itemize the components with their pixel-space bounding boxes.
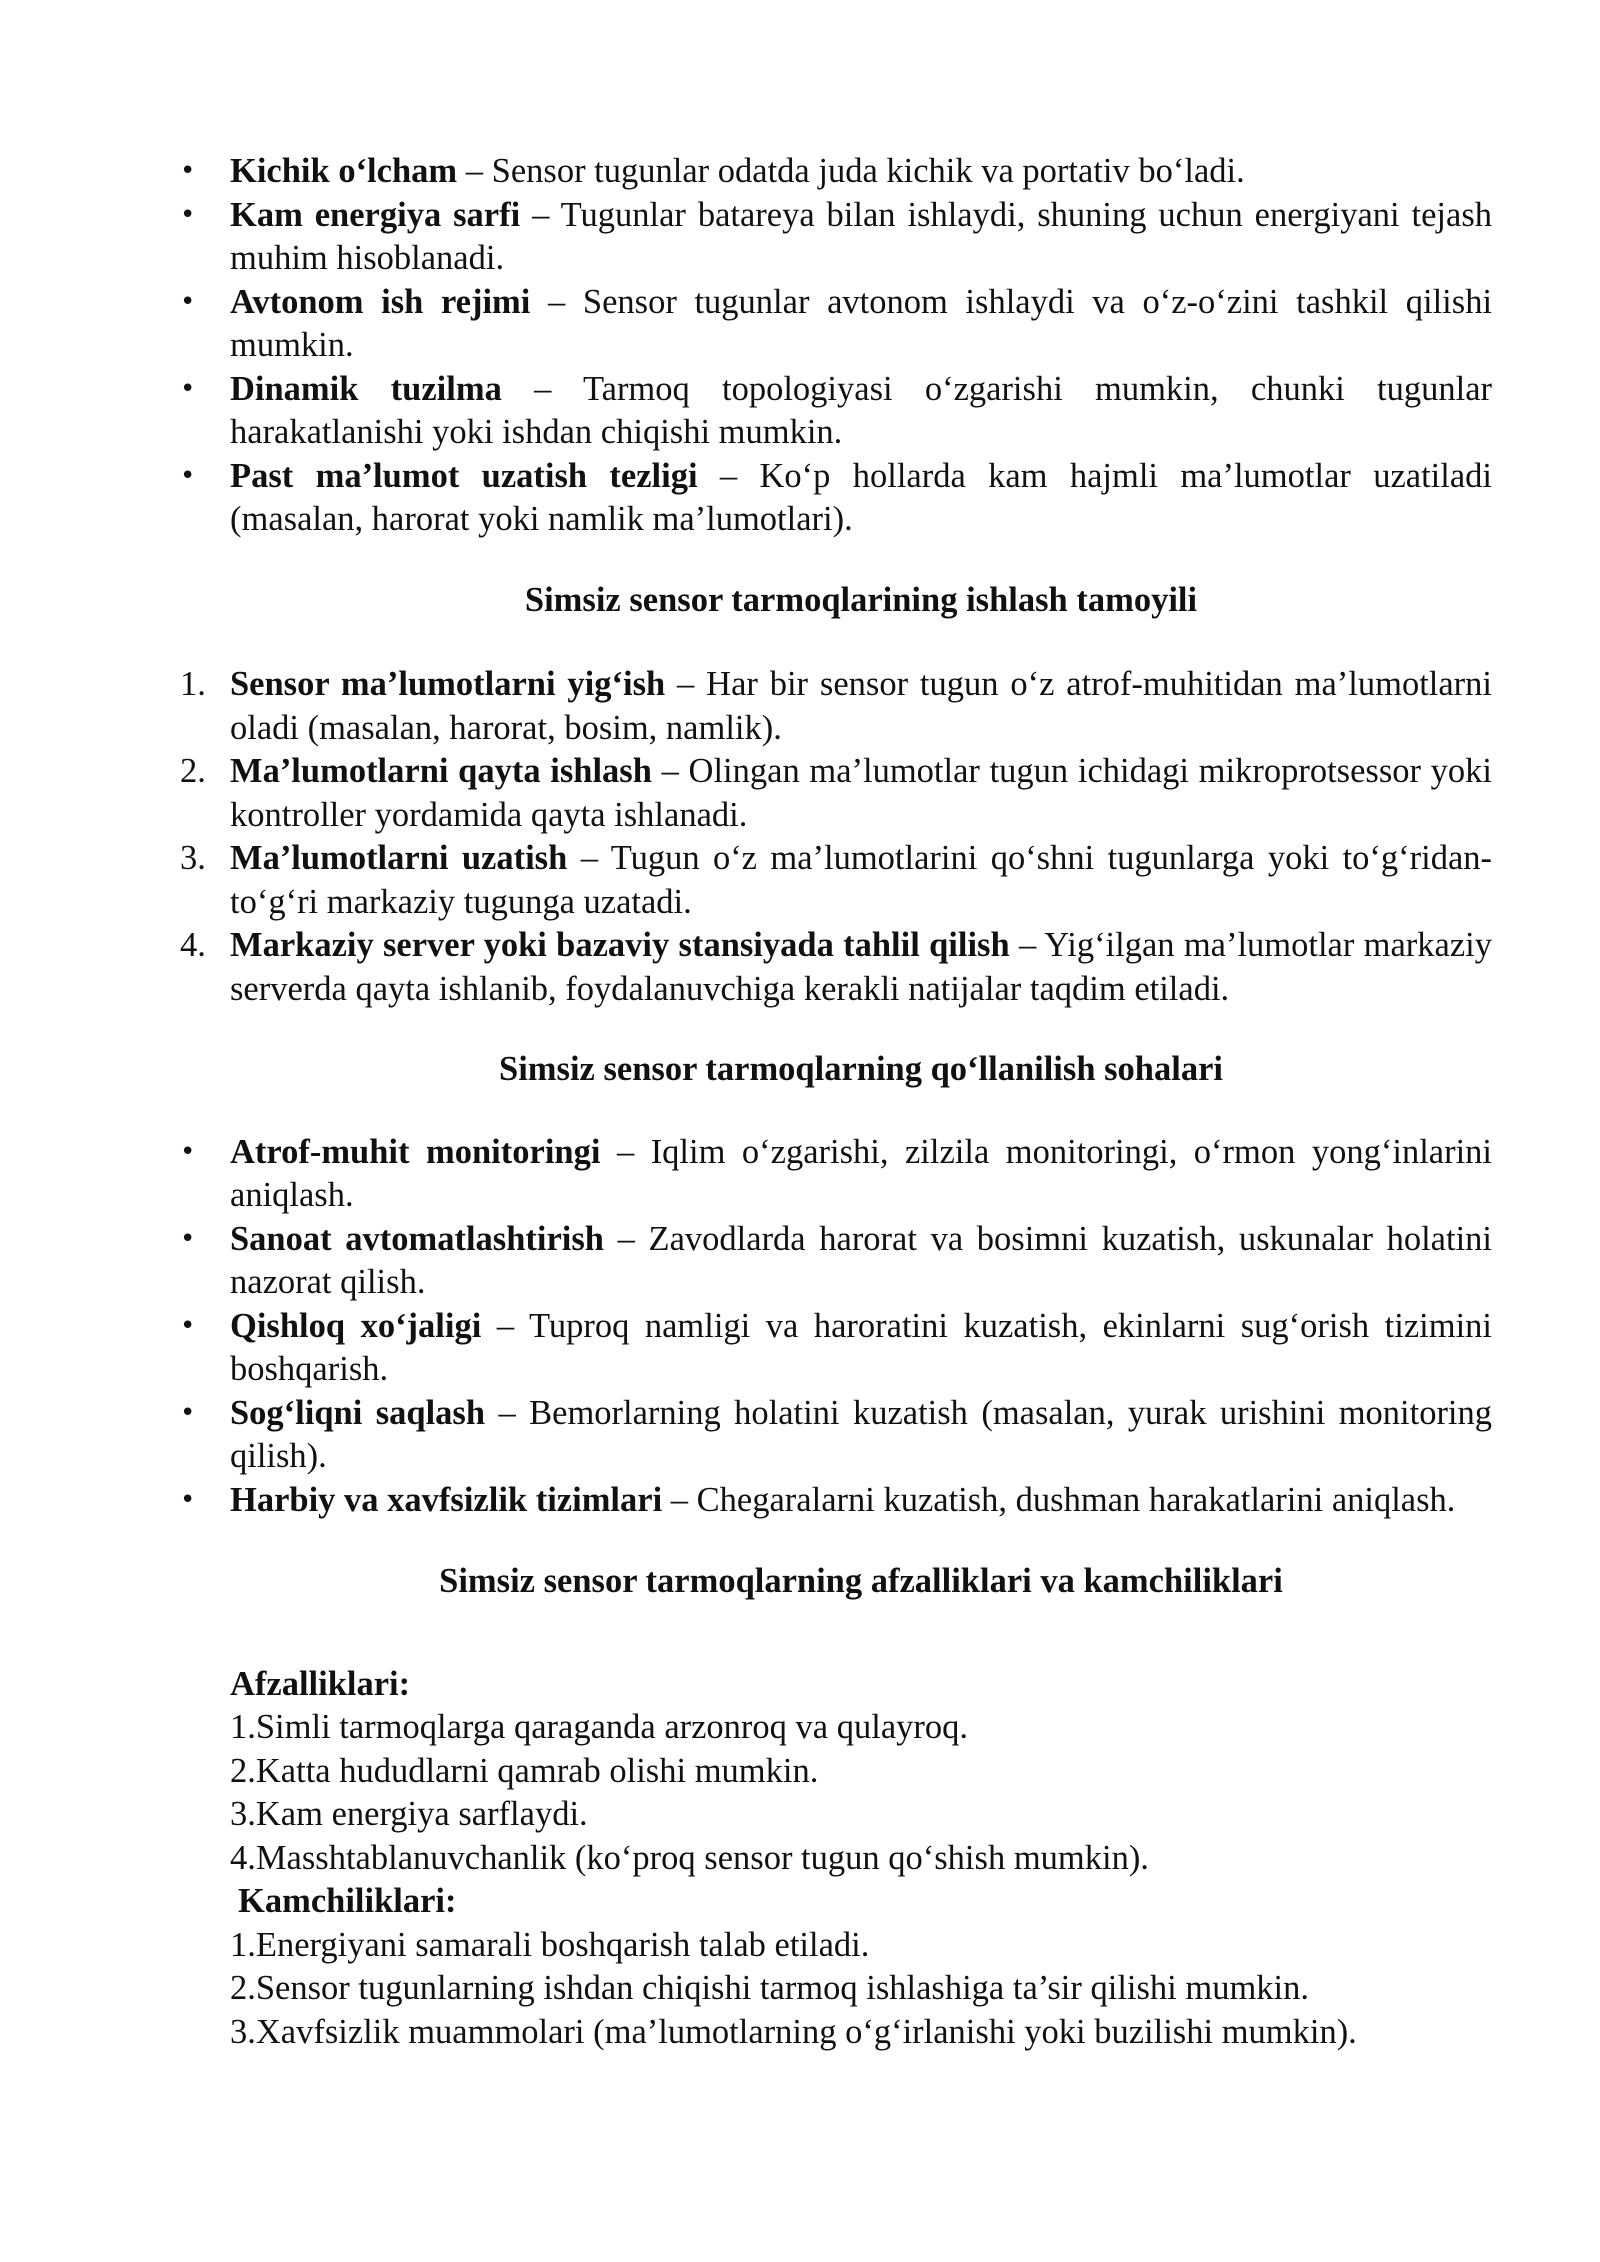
item-text: Sensor tugunlar avtonom ishlaydi va o‘z-o‘zini tashkil qilishi mumkin. (230, 282, 1493, 364)
bullet-icon: • (180, 1223, 196, 1254)
item-number: 3. (180, 839, 206, 877)
item-term: Kam energiya sarfi (230, 195, 521, 234)
pros-list (230, 1706, 1492, 1880)
bullet-icon: • (180, 1484, 196, 1515)
item-number: 4. (180, 926, 206, 964)
bullet-icon: • (180, 373, 196, 404)
list-item: 3.Xavfsizlik muammolari (ma’lumotlarning o‘g‘irlanishi yoki buzilishi mumkin). (230, 2012, 1357, 2051)
item-term: Avtonom ish rejimi (230, 282, 531, 321)
item-text: Zavodlarda harorat va bosimni kuzatish, uskunalar holatini nazorat qilish. (230, 1219, 1492, 1301)
item-text: Har bir sensor tugun o‘z atrof-muhitidan ma’lumotlarni oladi (masalan, harorat, bosim, namlik). (230, 665, 1492, 747)
item-number: 2. (180, 752, 206, 790)
list-item: 1.Simli tarmoqlarga qaraganda arzonroq va qulayroq. (230, 1708, 968, 1746)
item-term: Sanoat avtomatlashtirish (230, 1219, 604, 1258)
dash: – (498, 1393, 516, 1432)
principle-list (180, 663, 1493, 1011)
pros-label: Afzalliklari: (230, 1664, 411, 1703)
item-term: Atrof-muhit monitoringi (230, 1132, 601, 1171)
item-text: Bemorlarning holatini kuzatish (masalan, yurak urishini monitoring qilish). (230, 1393, 1493, 1475)
cons-list (230, 1924, 1492, 2055)
item-text: Tarmoq topologiyasi o‘zgarishi mumkin, chunki tugunlar harakatlanishi yoki ishdan chiqishi mumkin. (230, 369, 1492, 451)
bullet-icon: • (180, 1136, 196, 1167)
item-text: Tugun o‘z ma’lumotlarini qo‘shni tugunlarga yoki to‘g‘ridan-to‘g‘ri markaziy tugunga uzatadi. (230, 839, 1493, 921)
list-item (180, 194, 1492, 281)
cons-label: Kamchiliklari: (238, 1882, 457, 1920)
bullet-icon: • (180, 156, 196, 186)
item-term: Harbiy va xavfsizlik tizimlari (230, 1480, 663, 1519)
dash: – (496, 1306, 515, 1345)
item-term: Ma’lumotlarni qayta ishlash (230, 752, 652, 790)
item-text: Iqlim o‘zgarishi, zilzila monitoringi, o‘rmon yong‘inlarini aniqlash. (230, 1132, 1492, 1214)
dash: – (617, 1219, 635, 1258)
list-item: 3.Kam energiya sarflaydi. (230, 1795, 588, 1833)
dash: – (616, 1132, 635, 1171)
item-text: Tugunlar batareya bilan ishlaydi, shuning uchun energiyani tejash muhim hisoblanadi. (230, 195, 1492, 277)
list-item (180, 750, 1493, 837)
dash: – (465, 152, 484, 190)
dash: – (677, 665, 695, 703)
list-item: 2.Katta hududlarni qamrab olishi mumkin. (230, 1751, 819, 1790)
list-item (180, 1479, 1492, 1523)
item-text: Sensor tugunlar odatda juda kichik va portativ bo‘ladi. (491, 152, 1245, 190)
bullet-icon: • (180, 1310, 196, 1341)
item-term: Past ma’lumot uzatish tezligi (230, 456, 698, 495)
features-list (180, 150, 1493, 542)
list-item (180, 1218, 1492, 1305)
bullet-icon: • (180, 460, 196, 491)
item-term: Ma’lumotlarni uzatish (230, 839, 568, 877)
item-term: Kichik o‘lcham (230, 152, 458, 190)
dash: – (670, 1480, 689, 1519)
list-item (180, 1305, 1493, 1392)
list-item (180, 663, 1492, 750)
list-item (180, 924, 1492, 1011)
applications-list (180, 1131, 1493, 1523)
list-item (180, 1392, 1493, 1479)
list-item: 4.Masshtablanuvchanlik (ko‘proq sensor tugun qo‘shish mumkin). (230, 1838, 1149, 1877)
list-item: 1.Energiyani samarali boshqarish talab etiladi. (230, 1925, 870, 1964)
list-item (180, 1131, 1492, 1218)
section-heading-pros-cons: Simsiz sensor tarmoqlarning afzalliklari va kamchiliklari (439, 1562, 1283, 1600)
item-text: Ko‘p hollarda kam hajmli ma’lumotlar uzatiladi (masalan, harorat yoki namlik ma’lumotlari). (230, 456, 1492, 538)
item-number: 1. (180, 665, 206, 703)
dash: – (580, 839, 598, 877)
section-heading-principle: Simsiz sensor tarmoqlarining ishlash tamoyili (524, 580, 1198, 619)
dash: – (719, 456, 738, 495)
document-page (180, 150, 1493, 2054)
item-text: Tuproq namligi va haroratini kuzatish, ekinlarni sug‘orish tizimini boshqarish. (230, 1306, 1493, 1388)
list-item (180, 837, 1493, 924)
item-term: Qishloq xo‘jaligi (230, 1306, 482, 1345)
list-item (180, 281, 1493, 368)
list-item (180, 150, 1492, 194)
section-heading-applications: Simsiz sensor tarmoqlarning qo‘llanilish sohalari (499, 1050, 1223, 1088)
dash: – (532, 195, 550, 234)
item-text: Chegaralarni kuzatish, dushman harakatlarini aniqlash. (696, 1480, 1456, 1519)
item-term: Dinamik tuzilma (230, 369, 502, 408)
item-term: Sog‘liqni saqlash (230, 1393, 486, 1432)
item-text: Olingan ma’lumotlar tugun ichidagi mikroprotsessor yoki kontroller yordamida qayta ishlanadi. (230, 752, 1493, 834)
list-item (180, 455, 1492, 542)
dash: – (548, 282, 566, 321)
bullet-icon: • (180, 199, 196, 230)
item-text: Yig‘ilgan ma’lumotlar markaziy serverda qayta ishlanib, foydalanuvchiga kerakli natijalar taqdim etiladi. (230, 926, 1492, 1008)
list-item: 2.Sensor tugunlarning ishdan chiqishi tarmoq ishlashiga ta’sir qilishi mumkin. (230, 1969, 1310, 2007)
dash: – (1018, 926, 1037, 964)
bullet-icon: • (180, 286, 196, 317)
dash: – (661, 752, 679, 790)
item-term: Sensor ma’lumotlarni yig‘ish (230, 665, 666, 703)
list-item (180, 368, 1492, 455)
item-term: Markaziy server yoki bazaviy stansiyada tahlil qilish (230, 926, 1010, 964)
bullet-icon: • (180, 1397, 196, 1428)
dash: – (534, 369, 552, 408)
